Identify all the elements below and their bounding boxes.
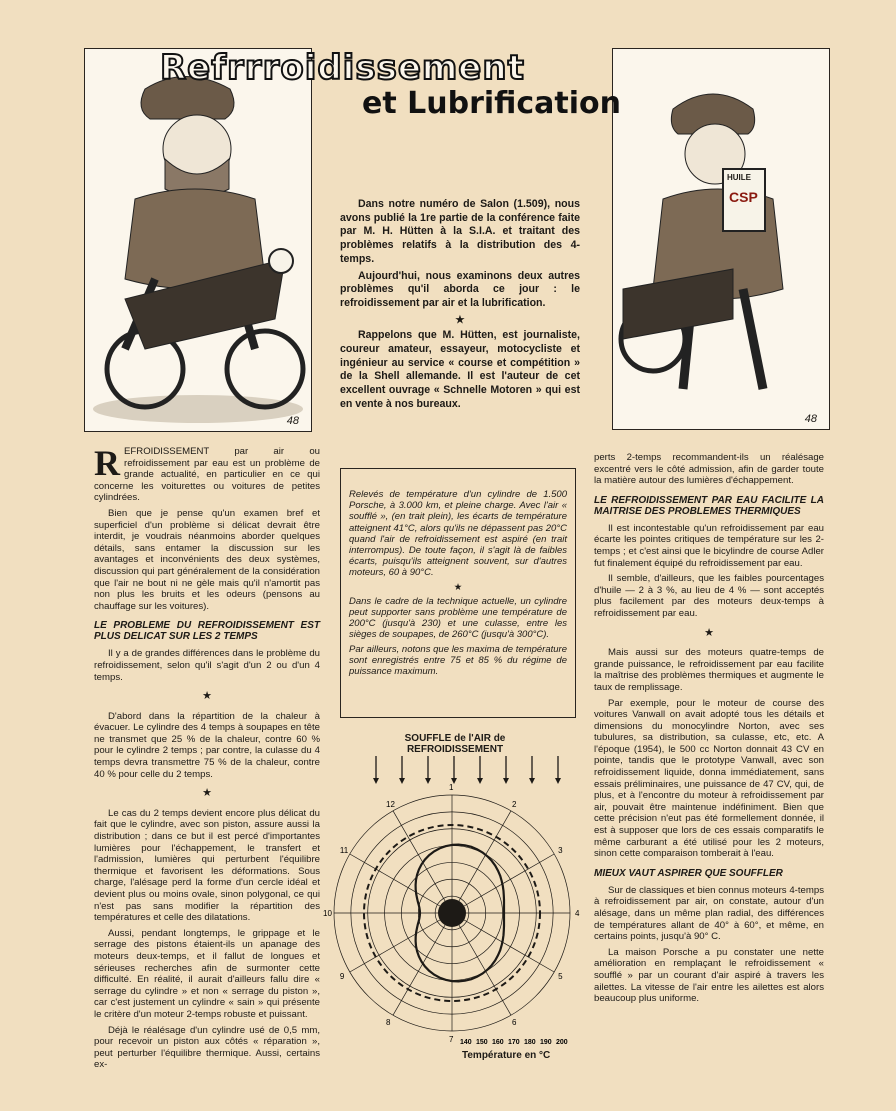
paragraph: Par exemple, pour le moteur de course des voitures Vanwall on avait adopté tous les détails et dimensions du monocylindre Norton, avec ses tubulures, sa distribution, sa culasse, etc, etc. A l'époque (1954), le 500 cc Norton donnait 43 CV en pointe, tandis que le prototype Vanwall, avec son refroidissement liquide, donna immédiatement, sans essais préliminaires, une puissance de 47 CV, qui, de plus, et à l'encontre du moteur à refroidissement par air, pouvait être maintenue indéfiniment. Bien que cette précision n'eut pas été formellement donnée, il est à supposer que lors de ces essais comparatifs le même carburant a été utilisé pour les 2 moteurs, sinon cette comparaison tomberait à l'eau. <box>594 697 824 860</box>
intro-paragraph: Aujourd'hui, nous examinons deux autres problèmes qu'il aborda ce jour : le refroidissement par air et la lubrification. <box>340 269 580 309</box>
right-artist-signature: 48 <box>804 413 817 425</box>
paragraph: Il est incontestable qu'un refroidissement par eau écarte les pointes critiques de température sur les 2-temps ; et c'est ainsi que le bicylindre de course Adler fut finalement équipé du refroidissement par eau. <box>594 522 824 569</box>
cylinder-center <box>438 899 466 927</box>
intro-paragraph: Dans notre numéro de Salon (1.509), nous avons publié la 1re partie de la conférence faite par M. H. Hütten à la S.I.A. et traitant des problèmes relatifs à la distribution des 4-temps. <box>340 198 580 265</box>
section-heading: LE REFROIDISSEMENT PAR EAU FACILITE LA MAITRISE DES PROBLEMES THERMIQUES <box>594 494 824 517</box>
intro-paragraph: Rappelons que M. Hütten, est journaliste, coureur amateur, essayeur, motocycliste et ingénieur au service « course et compétition » de la Shell allemande. Il est l'auteur de cet excellent ouvrage « Schnelle Motoren » qui est en vente à nos bureaux. <box>340 329 580 410</box>
caption-box <box>340 468 576 718</box>
diagram-axis-label: Température en °C <box>462 1050 551 1061</box>
section-heading: LE PROBLEME DU REFROIDISSEMENT EST PLUS DELICAT SUR LES 2 TEMPS <box>94 620 320 643</box>
oil-can-label: HUILE <box>727 173 751 182</box>
left-artist-signature: 48 <box>286 415 299 427</box>
scale-tick-label: 160 <box>492 1039 504 1046</box>
paragraph: Sur de classiques et bien connus moteurs 4-temps à refroidissement par air, on constate, autour d'un alésage, dans un même plan radial, des différences de températures allant de 40° à 60°, et même, en certains points, jusqu'à 90° C. <box>594 884 824 943</box>
spoke-label: 8 <box>386 1018 391 1028</box>
separator-star: ★ <box>453 581 463 593</box>
right-illustration <box>612 48 830 430</box>
airflow-arrowhead <box>425 778 431 784</box>
airflow-arrowhead <box>373 778 379 784</box>
spoke-label: 11 <box>339 846 349 855</box>
airflow-arrowhead <box>503 778 509 784</box>
spoke-label: 10 <box>323 909 332 918</box>
drop-cap: R <box>94 443 120 483</box>
spoke-label: 4 <box>575 909 580 918</box>
paragraph: Le cas du 2 temps devient encore plus délicat du fait que le cylindre, avec son piston, assure aussi la distribution ; dans ce but il est percé d'importantes lumières pour l'échappement, le transfert et l'admission, lumières qui perturbent l'équilibre thermique et favorisent les déformations. Sous charge, l'alésage perd la forme d'un cercle idéal et devient plus ou moins ovale, sinon polygonal, ce qui n'est pas sans modifier la répartition des températures et celle des dilatations. <box>94 807 320 924</box>
paragraph: Déjà le réalésage d'un cylindre usé de 0,5 mm, pour recevoir un piston aux côtés « réparation », peut perturber l'équilibre thermique. Aussi, certains ex- <box>94 1024 320 1071</box>
left-illustration <box>84 48 312 432</box>
spoke-label: 6 <box>512 1018 517 1028</box>
diagram-title: SOUFFLE de l'AIR de REFROIDISSEMENT <box>404 733 506 755</box>
spoke-label: 9 <box>339 972 345 981</box>
motorcyclist-drawing <box>85 49 311 431</box>
paragraph: D'abord dans la répartition de la chaleur à évacuer. Le cylindre des 4 temps à soupapes en tête ne transmet que 25 % de la chaleur, contre 60 % pour le cylindre 2 temps ; par contre, la culasse du 4 temps devra transmettre 75 % de la chaleur, contre 40 % pour celle du 2 temps. <box>94 710 320 780</box>
scale-tick-label: 170 <box>508 1039 520 1046</box>
separator-star: ★ <box>455 313 465 326</box>
title-line-2: et Lubrification <box>362 86 622 121</box>
cylinder-temperature-diagram <box>323 748 580 1048</box>
paragraph: La maison Porsche a pu constater une nette amélioration en remplaçant le refroidissement « soufflé » par un courant d'air aspiré à travers les ailettes. La vitesse de l'air entre les ailettes est alors beaucoup plus uniforme. <box>594 946 824 1005</box>
intro-block <box>340 198 580 415</box>
airflow-arrowhead <box>477 778 483 784</box>
spoke-label: 5 <box>558 972 563 981</box>
spoke-label: 12 <box>386 799 395 809</box>
scale-tick-label: 150 <box>476 1039 488 1046</box>
box-paragraph: Par ailleurs, notons que les maxima de température sont enregistrés entre 75 et 85 % du régime de puissance maximum. <box>349 643 567 678</box>
paragraph: Mais aussi sur des moteurs quatre-temps de grande puissance, le refroidissement par eau facilite la maîtrise des problèmes thermiques et augmente le taux de remplissage. <box>594 647 824 693</box>
title-line-1: Refrrroidissement <box>160 48 525 88</box>
paragraph: Aussi, pendant longtemps, le grippage et le serrage des pistons étaient-ils un apanage des moteurs deux-temps, et il fallut de longues et sérieuses recherches afin de surmonter cette difficulté. En réalité, il aurait d'ailleurs fallu dire « serrage du cylindre » et non « serrage du piston », car c'est justement un cylindre « sain » qui présente le critère d'un moteur 2-temps robuste et puissant. <box>94 927 320 1020</box>
opening-paragraph: REFROIDISSEMENT par air ou refroidissement par eau est un problème de grande actualité, en particulier en ce qui concerne les voiturettes ou voitures de petites cylindrées. <box>94 443 320 504</box>
mechanic-drawing <box>613 49 829 429</box>
column-right <box>594 452 824 1009</box>
oil-can-brand: CSP <box>729 189 758 205</box>
scale-tick-label: 190 <box>540 1039 552 1046</box>
box-paragraph: Dans le cadre de la technique actuelle, un cylindre peut supporter sans problème une température de 200°C (jusqu'à 230) et une culasse, entre les sièges de soupapes, de 260°C (jusqu'à 300°C). <box>349 595 567 641</box>
scale-tick-label: 140 <box>460 1039 472 1046</box>
spoke-label: 7 <box>449 1035 454 1044</box>
separator-star: ★ <box>202 690 212 703</box>
grid-spoke <box>350 913 452 972</box>
separator-star: ★ <box>202 787 212 800</box>
section-heading: MIEUX VAUT ASPIRER QUE SOUFFLER <box>594 867 783 879</box>
scale-tick-label: 200 <box>556 1039 568 1046</box>
spoke-label: 1 <box>449 783 454 792</box>
spoke-label: 3 <box>558 846 563 855</box>
column-left <box>94 443 320 1075</box>
paragraph: Il y a de grandes différences dans le problème du refroidissement, selon qu'il s'agit d'un 2 ou d'un 4 temps. <box>94 648 320 683</box>
airflow-arrowhead <box>399 778 405 784</box>
airflow-arrowhead <box>529 778 535 784</box>
paragraph: Bien que je pense qu'un examen bref et superficiel d'un problème si délicat devrait être interdit, je voudrais néanmoins aborder quelques détails, sans entamer la discussion sur les avantages et inconvénients des deux systèmes, discussion qui part généralement de la considération que l'air ne bout ni ne gèle mais qu'il n'amortit pas non plus les bruits et les odeurs (pensons au chauffage sur les voitures). <box>94 507 320 612</box>
airflow-arrowhead <box>555 778 561 784</box>
grid-spoke <box>452 913 511 1015</box>
spoke-label: 2 <box>512 799 517 809</box>
paragraph: perts 2-temps recommandent-ils un réalésage excentré vers le côté admission, afin de garder toute la matière autour des lumières d'échappement. <box>594 452 824 487</box>
box-paragraph: Relevés de température d'un cylindre de 1.500 Porsche, à 3.000 km, et pleine charge. Avec l'air « soufflé », (en trait plein), les écarts de température atteignent 41°C, alors qu'ils ne dépassent pas 20°C quand l'air de refroidissement est aspiré (en trait interrompus). De toute façon, il s'agit là de faibles écarts, puisqu'ils atteignent souvent, sur d'autres moteurs, 60 à 90°C. <box>349 489 567 579</box>
scale-tick-label: 180 <box>524 1039 536 1046</box>
paragraph: Il semble, d'ailleurs, que les faibles pourcentages d'huile — 2 à 3 %, au lieu de 4 % — sont acceptés plus facilement par des moteurs deux-temps à refroidissement par eau. <box>594 573 824 619</box>
separator-star: ★ <box>704 626 714 639</box>
